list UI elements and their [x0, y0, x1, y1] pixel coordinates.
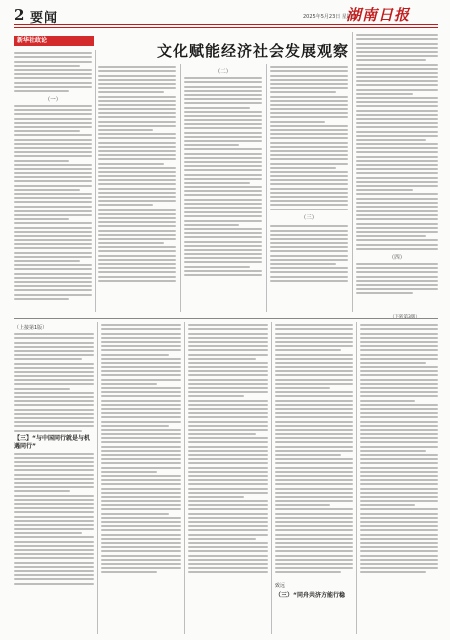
lower-column-2 [101, 322, 181, 634]
section-mark-block-3 [270, 210, 348, 223]
lower-section-heading: （三）“同舟共济方能行稳 [275, 592, 353, 600]
lower-column-5 [360, 322, 438, 634]
article-column-2 [98, 64, 176, 312]
article-title: 文化赋能经济社会发展观察 [156, 42, 349, 60]
article-column-4 [270, 64, 348, 312]
column-divider [184, 322, 185, 634]
lower-section-mark: 致远 [275, 582, 353, 589]
article-column-5 [356, 32, 438, 312]
column-tag: 新华社政论 [14, 36, 94, 46]
continued-from-label: （上接第1版） [14, 325, 48, 331]
header-rule [14, 24, 438, 25]
article-separator [14, 318, 438, 319]
section-mark-3: （三） [300, 215, 318, 221]
sidebar-column [14, 322, 94, 634]
column-divider [180, 64, 181, 312]
section-mark-2: （二） [214, 69, 232, 75]
lower-subhead-block [275, 580, 353, 602]
article-column-3 [184, 64, 262, 312]
sidebar-heading: 【三】“与中国同行就是与机遇同行” [14, 434, 90, 450]
section-mark-1: （一） [44, 96, 62, 103]
column-divider [266, 64, 267, 312]
continued-note: （下转第3版） [390, 315, 420, 320]
column-divider [97, 322, 98, 634]
issue-date: 2025年5月23日 星期五 [303, 14, 357, 20]
column-divider [271, 322, 272, 634]
article-column-1 [14, 50, 92, 312]
page-number: 2 [14, 6, 25, 24]
column-divider [356, 322, 357, 634]
section-mark-4: （四） [388, 254, 406, 261]
section-name: 要闻 [30, 11, 59, 26]
lower-column-3 [188, 322, 268, 634]
page-header [0, 0, 450, 30]
column-divider [352, 32, 353, 312]
column-divider [95, 50, 96, 312]
masthead-logo: 湖南日报 [346, 6, 411, 24]
header-rule-thin [14, 27, 438, 28]
